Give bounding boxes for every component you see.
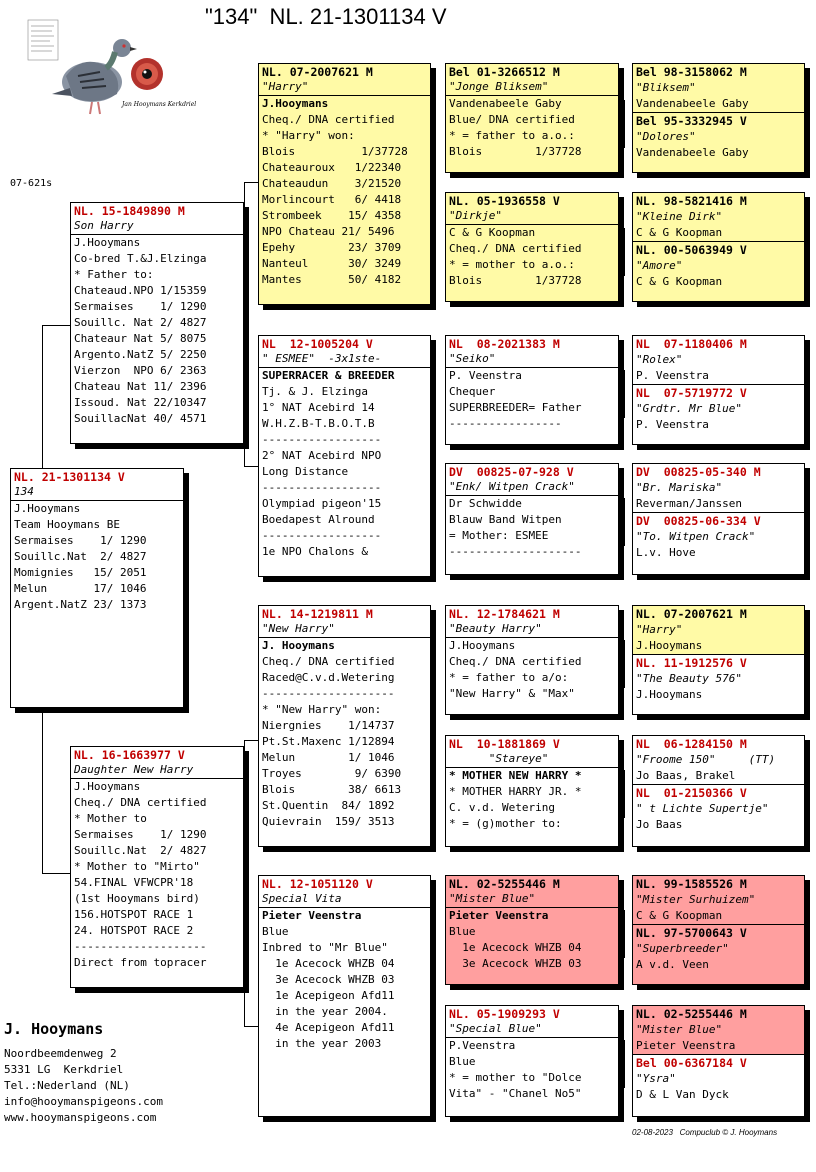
info-line: ------------------ — [262, 529, 382, 542]
info-line: Cheq./ DNA certified — [449, 655, 582, 668]
info-line: 1e Acecock WHZB 04 — [449, 941, 582, 954]
info-line: Jo Baas — [636, 818, 683, 831]
info-line: Blauw Band Witpen — [449, 513, 562, 526]
info-line: Inbred to "Mr Blue" — [262, 941, 388, 954]
ring-number: NL 06-1284150 M — [636, 737, 747, 751]
ring-number: NL. 05-1909293 V — [449, 1007, 560, 1021]
info-line: P. Veenstra — [636, 418, 709, 431]
pigeon-name: " ESMEE" -3x1ste- — [259, 352, 430, 368]
info-line: (1st Hooymans bird) — [74, 892, 200, 905]
address-line: 5331 LG Kerkdriel — [4, 1063, 124, 1076]
info-line: 24. HOTSPOT RACE 2 — [74, 924, 194, 937]
ring-number: NL. 12-1051120 V — [262, 877, 373, 891]
info-line: Cheq./ DNA certified — [262, 113, 395, 126]
info-line: Raced@C.v.d.Wetering — [262, 671, 395, 684]
info-line: Blue/ DNA certified — [449, 113, 575, 126]
info-line: Vita" - "Chanel No5" — [449, 1087, 582, 1100]
ring-number: NL. 99-1585526 M — [636, 877, 747, 891]
info-line: Souillc.Nat 2/ 4827 — [14, 550, 147, 563]
connector-line — [244, 740, 245, 1027]
ring-number: NL. 98-5821416 M — [636, 194, 747, 208]
ring-number: NL 07-1180406 M — [636, 337, 747, 351]
info-line: Boedapest Alround — [262, 513, 375, 526]
footer-date: 02-08-2023 — [632, 1128, 673, 1137]
info-line: * "Harry" won: — [262, 129, 355, 142]
info-line: * = (g)mother to: — [449, 817, 562, 830]
info-line: St.Quentin 84/ 1892 — [262, 799, 395, 812]
connector-line — [624, 370, 625, 418]
info-line: Direct from topracer — [74, 956, 207, 969]
connector-line — [624, 640, 625, 688]
grandsire-dam-card[interactable] — [258, 605, 431, 847]
website-link[interactable]: www.hooymanspigeons.com — [4, 1111, 157, 1124]
info-line: Cheq./ DNA certified — [449, 242, 582, 255]
ring-number: NL. 15-1849890 M — [74, 204, 185, 218]
info-line: 1e Acecock WHZB 04 — [262, 957, 395, 970]
info-line: 1° NAT Acebird 14 — [262, 401, 375, 414]
info-line: J.Hooymans — [74, 780, 141, 793]
pigeon-name: "Beauty Harry" — [446, 622, 618, 638]
pigeon-name: "Amore" — [636, 259, 683, 272]
info-line: 4e Acepigeon Afd11 — [262, 1021, 395, 1034]
ring-number: NL 08-2021383 M — [449, 337, 560, 351]
connector-line — [244, 182, 258, 183]
info-line: P.Veenstra — [449, 1039, 516, 1052]
info-line: SUPERBREEDER= Father — [449, 401, 582, 414]
info-line: Morlincourt 6/ 4418 — [262, 193, 402, 206]
email-link[interactable]: info@hooymanspigeons.com — [4, 1095, 163, 1108]
info-line: Chateaud.NPO 1/15359 — [74, 284, 207, 297]
ring-number: NL 12-1005204 V — [262, 337, 373, 351]
info-line: Pt.St.Maxenc 1/12894 — [262, 735, 395, 748]
pigeon-name: "Mister Blue" — [636, 1023, 723, 1036]
info-line: * MOTHER HARRY JR. * — [449, 785, 582, 798]
pigeon-logo — [22, 14, 197, 124]
info-line: Sermaises 1/ 1290 — [14, 534, 147, 547]
phone-line: Tel.:Nederland (NL) — [4, 1079, 130, 1092]
info-line: Epehy 23/ 3709 — [262, 241, 402, 254]
pigeon-name: Daughter New Harry — [71, 763, 243, 779]
info-line: * = mother to "Dolce — [449, 1071, 582, 1084]
info-line: Vandenabeele Gaby — [636, 146, 749, 159]
info-line: -------------------- — [74, 940, 207, 953]
eye-icon — [131, 58, 163, 90]
info-line: * Father to: — [74, 268, 154, 281]
info-line: C. v.d. Wetering — [449, 801, 555, 814]
info-line: Issoud. Nat 22/10347 — [74, 396, 207, 409]
pigeon-name: "Bliksem" — [636, 81, 696, 94]
ring-number: DV 00825-07-928 V — [449, 465, 574, 479]
pigeon-name: Special Vita — [259, 892, 430, 908]
connector-line — [42, 873, 70, 874]
info-line: Blue — [449, 925, 476, 938]
pigeon-name: "Harry" — [636, 623, 683, 636]
info-line: Souillc. Nat 2/ 4827 — [74, 316, 207, 329]
ring-number: NL. 02-5255446 M — [449, 877, 560, 891]
info-line: Olympiad pigeon'15 — [262, 497, 382, 510]
info-line: Sermaises 1/ 1290 — [74, 828, 207, 841]
info-line: Jo Baas, Brakel — [636, 769, 736, 782]
info-line: Niergnies 1/14737 — [262, 719, 395, 732]
connector-line — [624, 100, 625, 148]
info-line: Pieter Veenstra — [636, 1039, 736, 1052]
gen3-card[interactable] — [445, 875, 619, 985]
gen4-pair-card[interactable] — [632, 735, 805, 847]
gen4-pair-card[interactable] — [632, 605, 805, 715]
info-line: Melun 17/ 1046 — [14, 582, 147, 595]
connector-line — [42, 325, 43, 470]
pigeon-name: "Kleine Dirk" — [636, 210, 723, 223]
pigeon-name: "Stareye" — [446, 752, 618, 768]
ring-number: NL. 21-1301134 V — [14, 470, 125, 484]
info-line: Blois 1/37728 — [449, 145, 582, 158]
ring-number: Bel 98-3158062 M — [636, 65, 747, 79]
info-line: in the year 2003 — [262, 1037, 382, 1050]
connector-line — [431, 110, 432, 250]
ring-number: NL. 14-1219811 M — [262, 607, 373, 621]
info-line: Troyes 9/ 6390 — [262, 767, 402, 780]
info-line: C & G Koopman — [636, 226, 723, 239]
pigeon-name: " t Lichte Supertje" — [636, 802, 769, 815]
gen3-card[interactable] — [445, 463, 619, 575]
info-line: 54.FINAL VFWCPR'18 — [74, 876, 194, 889]
info-line: -------------------- — [449, 545, 582, 558]
info-line: -------------------- — [262, 687, 395, 700]
pigeon-name: "Superbreeder" — [636, 942, 729, 955]
info-line: W.H.Z.B-T.B.O.T.B — [262, 417, 375, 430]
pigeon-name: "Rolex" — [636, 353, 683, 366]
reference-code: 07-621s — [10, 178, 53, 189]
info-line: Blois 1/37728 — [262, 145, 408, 158]
info-line: Blois 1/37728 — [449, 274, 582, 287]
granddam-sire-card[interactable] — [258, 335, 431, 577]
connector-line — [431, 672, 432, 792]
info-line: Pieter Veenstra — [449, 909, 549, 922]
info-line: Argent.NatZ 23/ 1373 — [14, 598, 147, 611]
info-line: C & G Koopman — [449, 226, 536, 239]
gen3-card[interactable] — [445, 735, 619, 847]
info-line: J.Hooymans — [449, 639, 516, 652]
info-line: C & G Koopman — [636, 909, 723, 922]
info-line: Melun 1/ 1046 — [262, 751, 395, 764]
info-line: Blue — [262, 925, 289, 938]
info-line: Pieter Veenstra — [262, 909, 362, 922]
info-line: 3e Acecock WHZB 03 — [449, 957, 582, 970]
info-line: * "New Harry" won: — [262, 703, 382, 716]
ring-number: NL. 16-1663977 V — [74, 748, 185, 762]
info-line: Blue — [449, 1055, 476, 1068]
info-line: Chequer — [449, 385, 496, 398]
footer-credit: Compuclub © J. Hooymans — [679, 1128, 778, 1137]
connector-line — [42, 325, 70, 326]
info-line: Strombeek 15/ 4358 — [262, 209, 402, 222]
connector-line — [244, 1026, 258, 1027]
pigeon-name: "Dolores" — [636, 130, 696, 143]
info-line: Team Hooymans BE — [14, 518, 120, 531]
pigeon-name: "Jonge Bliksem" — [446, 80, 618, 96]
pigeon-name: "Special Blue" — [446, 1022, 618, 1038]
ring-number: NL 01-2150366 V — [636, 786, 747, 800]
pigeon-name: "Harry" — [259, 80, 430, 96]
ring-number: Bel 01-3266512 M — [449, 65, 560, 79]
gen4-pair-card[interactable] — [632, 875, 805, 985]
ring-number: NL. 00-5063949 V — [636, 243, 747, 257]
info-line: C & G Koopman — [636, 275, 723, 288]
info-line: Mantes 50/ 4182 — [262, 273, 402, 286]
ring-number: NL. 11-1912576 V — [636, 656, 747, 670]
main-pigeon-card[interactable] — [10, 468, 184, 708]
ring-number: NL. 12-1784621 M — [449, 607, 560, 621]
pigeon-name: 134 — [11, 485, 183, 501]
info-line: P. Veenstra — [449, 369, 522, 382]
ring-number: DV 00825-06-334 V — [636, 514, 761, 528]
owner-block — [4, 1020, 163, 1126]
ring-number: NL. 97-5700643 V — [636, 926, 747, 940]
info-line: 3e Acecock WHZB 03 — [262, 973, 395, 986]
ring-number: NL 10-1881869 V — [449, 737, 560, 751]
info-line: L.v. Hove — [636, 546, 696, 559]
info-line: Nanteul 30/ 3249 — [262, 257, 402, 270]
gen3-card[interactable] — [445, 192, 619, 302]
logo-caption: Jan Hooymans Kerkdriel — [122, 101, 197, 108]
connector-line — [624, 910, 625, 958]
info-line: ----------------- — [449, 417, 562, 430]
grandsire-sire-card[interactable] — [258, 63, 431, 305]
ring-number: Bel 00-6367184 V — [636, 1056, 747, 1070]
connector-line — [244, 182, 245, 466]
gen3-card[interactable] — [445, 605, 619, 715]
info-line: J.Hooymans — [636, 688, 703, 701]
info-line: Co-bred T.&J.Elzinga — [74, 252, 207, 265]
info-line: Long Distance — [262, 465, 349, 478]
pigeon-name: "Grdtr. Mr Blue" — [636, 402, 742, 415]
info-line: Chateau Nat 11/ 2396 — [74, 380, 207, 393]
info-line: J.Hooymans — [262, 97, 329, 110]
info-line: A v.d. Veen — [636, 958, 709, 971]
info-line: J.Hooymans — [14, 502, 81, 515]
info-line: 1e Acepigeon Afd11 — [262, 989, 395, 1002]
pigeon-name: "Enk/ Witpen Crack" — [446, 480, 618, 496]
gen3-card[interactable] — [445, 63, 619, 173]
info-line: J.Hooymans — [636, 639, 703, 652]
info-line: 2° NAT Acebird NPO — [262, 449, 382, 462]
dam-card[interactable] — [70, 746, 244, 988]
connector-line — [624, 770, 625, 818]
info-line: 156.HOTSPOT RACE 1 — [74, 908, 194, 921]
pigeon-name: "Dirkje" — [446, 209, 618, 225]
ring-number: NL. 07-2007621 M — [636, 607, 747, 621]
info-line: Chateauroux 1/22340 — [262, 161, 402, 174]
info-line: * MOTHER NEW HARRY * — [449, 769, 582, 782]
pigeon-name: Son Harry — [71, 219, 243, 235]
connector-line — [624, 1040, 625, 1088]
footer-stamp — [632, 1128, 777, 1137]
pigeon-name: "Mister Blue" — [446, 892, 618, 908]
connector-line — [244, 466, 258, 467]
info-line: * = father to a.o.: — [449, 129, 575, 142]
info-line: Vierzon NPO 6/ 2363 — [74, 364, 207, 377]
pigeon-name: "Froome 150" (TT) — [636, 753, 776, 766]
info-line: "New Harry" & "Max" — [449, 687, 575, 700]
ring-number: NL. 05-1936558 V — [449, 194, 560, 208]
pigeon-name: "Mister Surhuizem" — [636, 893, 756, 906]
pigeon-name: "To. Witpen Crack" — [636, 530, 756, 543]
gen4-pair-card[interactable] — [632, 463, 805, 575]
info-line: * Mother to "Mirto" — [74, 860, 200, 873]
info-line: * = father to a/o: — [449, 671, 569, 684]
info-line: Quievrain 159/ 3513 — [262, 815, 395, 828]
pigeon-name: "Ysra" — [636, 1072, 676, 1085]
info-line: P. Veenstra — [636, 369, 709, 382]
pigeon-name: "Br. Mariska" — [636, 481, 723, 494]
info-line: Chateaudun 3/21520 — [262, 177, 402, 190]
gen4-pair-card[interactable] — [632, 335, 805, 445]
info-line: Cheq./ DNA certified — [262, 655, 395, 668]
info-line: Reverman/Janssen — [636, 497, 742, 510]
connector-line — [431, 937, 432, 1055]
info-line: Vandenabeele Gaby — [449, 97, 562, 110]
ring-number: NL. 07-2007621 M — [262, 65, 373, 79]
info-line: ------------------ — [262, 481, 382, 494]
info-line: ------------------ — [262, 433, 382, 446]
pedigree-thumbnail-icon — [28, 20, 58, 60]
pigeon-name: "The Beauty 576" — [636, 672, 742, 685]
sire-card[interactable] — [70, 202, 244, 444]
info-line: Tj. & J. Elzinga — [262, 385, 368, 398]
info-line: Chateaur Nat 5/ 8075 — [74, 332, 207, 345]
info-line: Momignies 15/ 2051 — [14, 566, 147, 579]
info-line: SouillacNat 40/ 4571 — [74, 412, 207, 425]
info-line: Dr Schwidde — [449, 497, 522, 510]
info-line: Souillc.Nat 2/ 4827 — [74, 844, 207, 857]
info-line: Sermaises 1/ 1290 — [74, 300, 207, 313]
info-line: Argento.NatZ 5/ 2250 — [74, 348, 207, 361]
gen3-card[interactable] — [445, 1005, 619, 1117]
gen4-pair-card[interactable] — [632, 1005, 805, 1117]
ring-number: Bel 95-3332945 V — [636, 114, 747, 128]
info-line: D & L Van Dyck — [636, 1088, 729, 1101]
connector-line — [244, 740, 258, 741]
info-line: * Mother to — [74, 812, 147, 825]
connector-line — [624, 228, 625, 276]
address-line: Noordbeemdenweg 2 — [4, 1047, 117, 1060]
info-line: J. Hooymans — [262, 639, 335, 652]
page-title: "134" NL. 21-1301134 V — [205, 4, 447, 29]
gen4-pair-card[interactable] — [632, 63, 805, 173]
info-line: NPO Chateau 21/ 5496 — [262, 225, 395, 238]
connector-line — [431, 398, 432, 516]
pigeon-name: "New Harry" — [259, 622, 430, 638]
granddam-dam-card[interactable] — [258, 875, 431, 1117]
gen4-pair-card[interactable] — [632, 192, 805, 302]
ring-number: NL 07-5719772 V — [636, 386, 747, 400]
info-line: SUPERRACER & BREEDER — [262, 369, 395, 382]
info-line: 1e NPO Chalons & — [262, 545, 368, 558]
connector-line — [42, 708, 43, 874]
pigeon-name: "Seiko" — [446, 352, 618, 368]
owner-name: J. Hooymans — [4, 1020, 104, 1038]
ring-number: DV 00825-05-340 M — [636, 465, 761, 479]
ring-number: NL. 02-5255446 M — [636, 1007, 747, 1021]
connector-line — [624, 498, 625, 546]
info-line: * = mother to a.o.: — [449, 258, 575, 271]
gen3-card[interactable] — [445, 335, 619, 445]
info-line: Cheq./ DNA certified — [74, 796, 207, 809]
info-line: Blois 38/ 6613 — [262, 783, 402, 796]
info-line: = Mother: ESMEE — [449, 529, 549, 542]
info-line: in the year 2004. — [262, 1005, 388, 1018]
info-line: J.Hooymans — [74, 236, 141, 249]
info-line: Vandenabeele Gaby — [636, 97, 749, 110]
